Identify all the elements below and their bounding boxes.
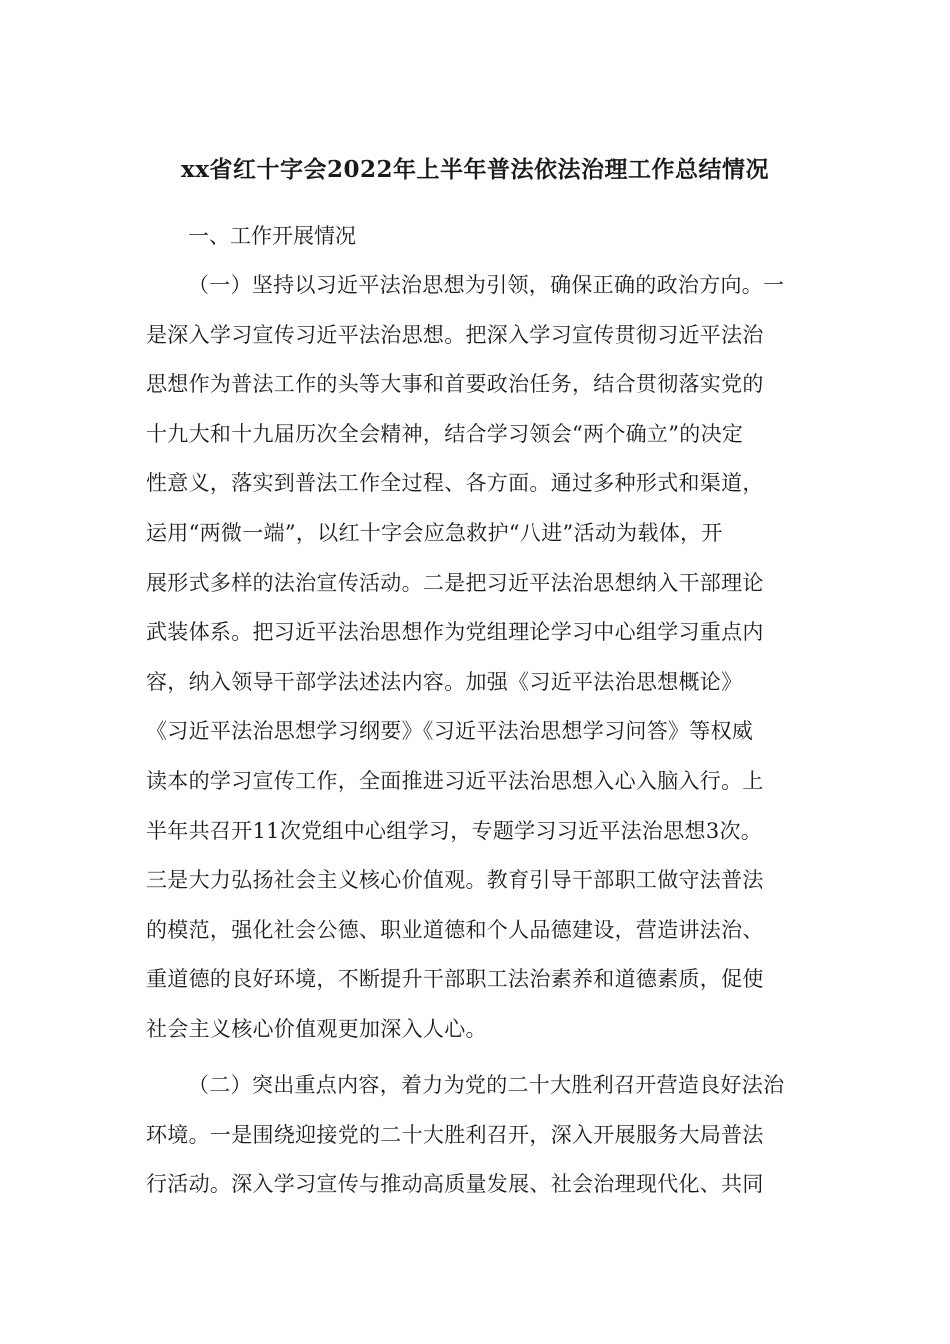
paragraph-line: 半年共召开11次党组中心组学习，专题学习习近平法治思想3次。 (146, 818, 763, 843)
paragraph-line: 武装体系。把习近平法治思想作为党组理论学习中心组学习重点内 (146, 620, 764, 645)
paragraph-line: （一）坚持以习近平法治思想为引领，确保正确的政治方向。一 (188, 273, 785, 297)
paragraph-line: 展形式多样的法治宣传活动。二是把习近平法治思想纳入干部理论 (146, 570, 764, 595)
paragraph-line: 环境。一是围绕迎接党的二十大胜利召开，深入开展服务大局普法 (146, 1122, 764, 1147)
paragraph-line: 读本的学习宣传工作，全面推进习近平法治思想入心入脑入行。上 (146, 768, 764, 793)
paragraph-line: 三是大力弘扬社会主义核心价值观。教育引导干部职工做守法普法 (146, 868, 764, 893)
paragraph-1 (146, 261, 806, 1055)
paragraph-line: 十九大和十九届历次全会精神，结合学习领会“两个确立”的决定 (146, 421, 744, 446)
paragraph-line: 社会主义核心价值观更加深入人心。 (146, 1016, 487, 1041)
paragraph-line: （二）突出重点内容，着力为党的二十大胜利召开营造良好法治 (188, 1073, 785, 1097)
paragraph-line: 思想作为普法工作的头等大事和首要政治任务，结合贯彻落实党的 (146, 372, 764, 397)
paragraph-2 (146, 1061, 806, 1210)
paragraph-line: 容，纳入领导干部学法述法内容。加强《习近平法治思想概论》 (146, 669, 743, 694)
paragraph-line: 性意义，落实到普法工作全过程、各方面。通过多种形式和渠道， (146, 471, 764, 496)
paragraph-line: 《习近平法治思想学习纲要》《习近平法治思想学习问答》等权威 (146, 719, 754, 744)
paragraph-line: 行活动。深入学习宣传与推动高质量发展、社会治理现代化、共同 (146, 1172, 764, 1197)
paragraph-line: 重道德的良好环境，不断提升干部职工法治素养和道德素质，促使 (146, 967, 764, 992)
section-heading: 一、工作开展情况 (188, 224, 356, 248)
paragraph-line: 的模范，强化社会公德、职业道德和个人品德建设，营造讲法治、 (146, 917, 764, 942)
document-title: xx省红十字会2022年上半年普法依法治理工作总结情况 (181, 156, 769, 183)
paragraph-line: 是深入学习宣传习近平法治思想。把深入学习宣传贯彻习近平法治 (146, 322, 764, 347)
paragraph-line: 运用“两微一端”，以红十字会应急救护“八进”活动为载体，开 (146, 520, 723, 545)
